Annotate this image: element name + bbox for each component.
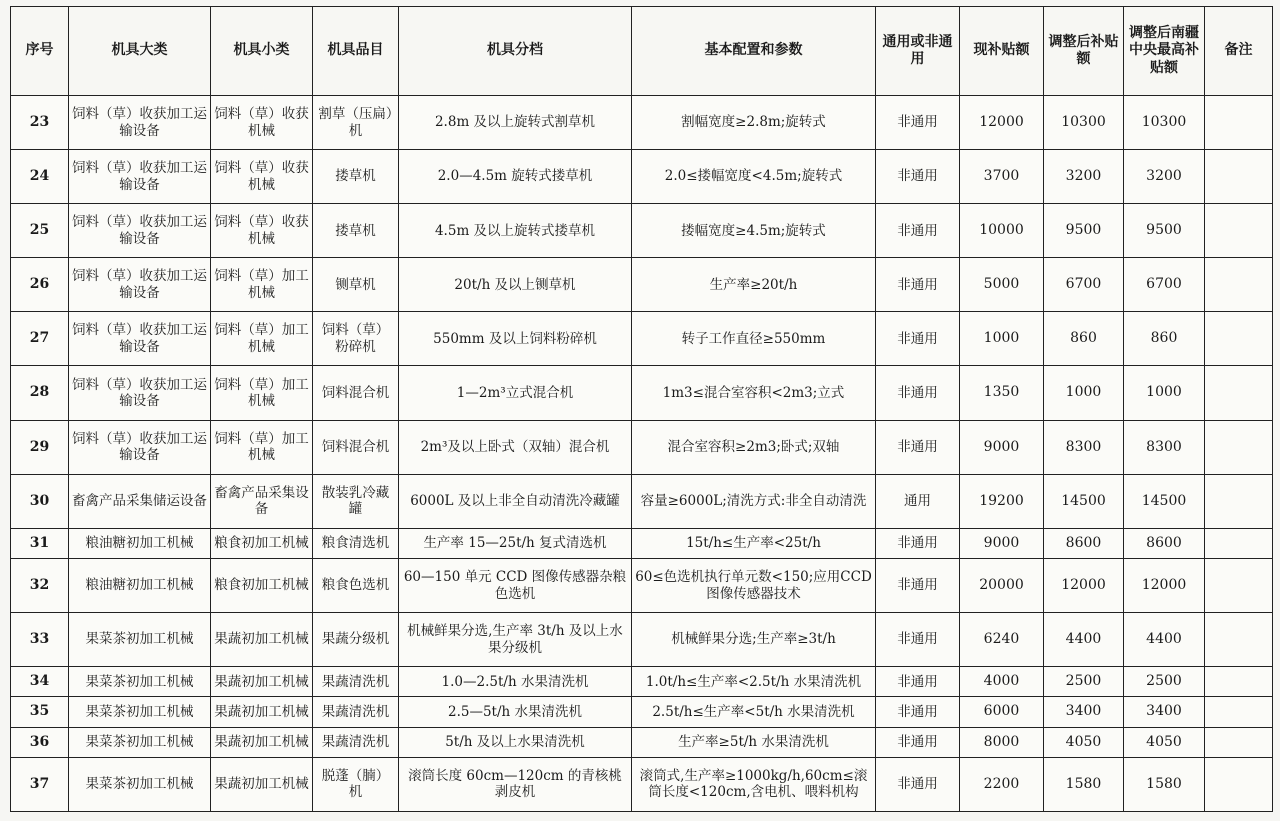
cell-adjusted: 8600 (1044, 528, 1124, 558)
cell-general: 非通用 (876, 613, 960, 667)
cell-adjusted: 6700 (1044, 258, 1124, 312)
cell-minor: 畜禽产品采集设备 (211, 474, 313, 528)
cell-south: 9500 (1124, 204, 1205, 258)
table-row (11, 312, 1273, 366)
cell-config: 混合室容积≥2m3;卧式;双轴 (632, 420, 876, 474)
cell-minor: 果蔬初加工机械 (211, 697, 313, 727)
cell-item: 铡草机 (313, 258, 399, 312)
table-body (11, 96, 1273, 812)
cell-config: 滚筒式,生产率≥1000kg/h,60cm≤滚筒长度<120cm,含电机、喂料机构 (632, 757, 876, 811)
cell-seq: 29 (11, 420, 69, 474)
cell-tier: 20t/h 及以上铡草机 (399, 258, 632, 312)
cell-current: 10000 (960, 204, 1044, 258)
table-row (11, 204, 1273, 258)
table-row (11, 366, 1273, 420)
cell-adjusted: 9500 (1044, 204, 1124, 258)
cell-current: 6240 (960, 613, 1044, 667)
header-config: 基本配置和参数 (632, 7, 876, 96)
cell-note (1205, 366, 1273, 420)
cell-minor: 果蔬初加工机械 (211, 757, 313, 811)
cell-current: 1350 (960, 366, 1044, 420)
cell-major: 畜禽产品采集储运设备 (69, 474, 211, 528)
cell-note (1205, 727, 1273, 757)
cell-seq: 32 (11, 558, 69, 612)
table-row (11, 558, 1273, 612)
cell-tier: 机械鲜果分选,生产率 3t/h 及以上水果分级机 (399, 613, 632, 667)
cell-seq: 33 (11, 613, 69, 667)
cell-config: 搂幅宽度≥4.5m;旋转式 (632, 204, 876, 258)
cell-tier: 1—2m³立式混合机 (399, 366, 632, 420)
cell-item: 饲料混合机 (313, 366, 399, 420)
cell-south: 2500 (1124, 667, 1205, 697)
cell-current: 12000 (960, 96, 1044, 150)
cell-minor: 粮食初加工机械 (211, 558, 313, 612)
cell-tier: 2.5—5t/h 水果清洗机 (399, 697, 632, 727)
cell-adjusted: 860 (1044, 312, 1124, 366)
cell-major: 果菜茶初加工机械 (69, 727, 211, 757)
cell-current: 8000 (960, 727, 1044, 757)
cell-note (1205, 420, 1273, 474)
cell-config: 生产率≥20t/h (632, 258, 876, 312)
cell-note (1205, 204, 1273, 258)
cell-item: 果蔬清洗机 (313, 667, 399, 697)
cell-config: 1m3≤混合室容积<2m3;立式 (632, 366, 876, 420)
cell-major: 饲料（草）收获加工运输设备 (69, 204, 211, 258)
cell-item: 搂草机 (313, 204, 399, 258)
table-row (11, 96, 1273, 150)
cell-seq: 25 (11, 204, 69, 258)
cell-note (1205, 528, 1273, 558)
header-current-subsidy: 现补贴额 (960, 7, 1044, 96)
cell-adjusted: 4400 (1044, 613, 1124, 667)
cell-general: 非通用 (876, 312, 960, 366)
cell-tier: 生产率 15—25t/h 复式清选机 (399, 528, 632, 558)
cell-current: 19200 (960, 474, 1044, 528)
cell-tier: 滚筒长度 60cm—120cm 的青核桃剥皮机 (399, 757, 632, 811)
cell-general: 通用 (876, 474, 960, 528)
cell-item: 粮食色选机 (313, 558, 399, 612)
table-row (11, 528, 1273, 558)
cell-item: 粮食清选机 (313, 528, 399, 558)
cell-seq: 30 (11, 474, 69, 528)
cell-south: 4400 (1124, 613, 1205, 667)
cell-minor: 饲料（草）收获机械 (211, 150, 313, 204)
cell-current: 5000 (960, 258, 1044, 312)
cell-item: 割草（压扁）机 (313, 96, 399, 150)
cell-seq: 23 (11, 96, 69, 150)
header-major-category: 机具大类 (69, 7, 211, 96)
cell-note (1205, 757, 1273, 811)
cell-general: 非通用 (876, 667, 960, 697)
cell-general: 非通用 (876, 757, 960, 811)
cell-major: 饲料（草）收获加工运输设备 (69, 96, 211, 150)
cell-seq: 34 (11, 667, 69, 697)
cell-general: 非通用 (876, 258, 960, 312)
table-row (11, 757, 1273, 811)
header-item: 机具品目 (313, 7, 399, 96)
cell-general: 非通用 (876, 420, 960, 474)
cell-item: 果蔬清洗机 (313, 697, 399, 727)
cell-major: 饲料（草）收获加工运输设备 (69, 312, 211, 366)
table-row (11, 613, 1273, 667)
cell-note (1205, 150, 1273, 204)
cell-general: 非通用 (876, 96, 960, 150)
cell-major: 果菜茶初加工机械 (69, 757, 211, 811)
cell-general: 非通用 (876, 366, 960, 420)
cell-item: 饲料（草）粉碎机 (313, 312, 399, 366)
cell-general: 非通用 (876, 727, 960, 757)
cell-general: 非通用 (876, 528, 960, 558)
cell-south: 1000 (1124, 366, 1205, 420)
cell-adjusted: 10300 (1044, 96, 1124, 150)
cell-seq: 26 (11, 258, 69, 312)
cell-current: 4000 (960, 667, 1044, 697)
cell-major: 果菜茶初加工机械 (69, 613, 211, 667)
cell-south: 3400 (1124, 697, 1205, 727)
table-row (11, 258, 1273, 312)
table-row (11, 727, 1273, 757)
cell-current: 9000 (960, 528, 1044, 558)
cell-config: 割幅宽度≥2.8m;旋转式 (632, 96, 876, 150)
cell-config: 1.0t/h≤生产率<2.5t/h 水果清洗机 (632, 667, 876, 697)
cell-note (1205, 613, 1273, 667)
cell-item: 果蔬分级机 (313, 613, 399, 667)
table-row (11, 697, 1273, 727)
cell-minor: 饲料（草）加工机械 (211, 366, 313, 420)
cell-minor: 饲料（草）加工机械 (211, 312, 313, 366)
cell-tier: 550mm 及以上饲料粉碎机 (399, 312, 632, 366)
header-seq: 序号 (11, 7, 69, 96)
cell-tier: 2.0—4.5m 旋转式搂草机 (399, 150, 632, 204)
cell-adjusted: 14500 (1044, 474, 1124, 528)
cell-south: 8300 (1124, 420, 1205, 474)
cell-general: 非通用 (876, 204, 960, 258)
cell-note (1205, 558, 1273, 612)
cell-south: 10300 (1124, 96, 1205, 150)
cell-seq: 35 (11, 697, 69, 727)
cell-current: 20000 (960, 558, 1044, 612)
cell-major: 饲料（草）收获加工运输设备 (69, 420, 211, 474)
header-south-max-subsidy: 调整后南疆中央最高补贴额 (1124, 7, 1205, 96)
subsidy-table-sheet (10, 6, 1272, 812)
cell-config: 转子工作直径≥550mm (632, 312, 876, 366)
cell-general: 非通用 (876, 697, 960, 727)
table-row (11, 474, 1273, 528)
cell-adjusted: 3200 (1044, 150, 1124, 204)
cell-major: 饲料（草）收获加工运输设备 (69, 258, 211, 312)
cell-item: 搂草机 (313, 150, 399, 204)
cell-major: 果菜茶初加工机械 (69, 667, 211, 697)
cell-seq: 36 (11, 727, 69, 757)
cell-seq: 31 (11, 528, 69, 558)
cell-seq: 27 (11, 312, 69, 366)
cell-note (1205, 697, 1273, 727)
cell-south: 14500 (1124, 474, 1205, 528)
cell-tier: 6000L 及以上非全自动清洗冷藏罐 (399, 474, 632, 528)
cell-general: 非通用 (876, 558, 960, 612)
cell-note (1205, 474, 1273, 528)
cell-note (1205, 258, 1273, 312)
cell-south: 8600 (1124, 528, 1205, 558)
cell-minor: 饲料（草）收获机械 (211, 96, 313, 150)
cell-minor: 果蔬初加工机械 (211, 727, 313, 757)
cell-config: 2.0≤搂幅宽度<4.5m;旋转式 (632, 150, 876, 204)
cell-general: 非通用 (876, 150, 960, 204)
cell-adjusted: 8300 (1044, 420, 1124, 474)
cell-minor: 饲料（草）加工机械 (211, 420, 313, 474)
header-adjusted-subsidy: 调整后补贴额 (1044, 7, 1124, 96)
cell-south: 1580 (1124, 757, 1205, 811)
cell-current: 6000 (960, 697, 1044, 727)
cell-note (1205, 667, 1273, 697)
cell-minor: 饲料（草）收获机械 (211, 204, 313, 258)
cell-south: 12000 (1124, 558, 1205, 612)
header-general: 通用或非通用 (876, 7, 960, 96)
table-row (11, 667, 1273, 697)
header-tier: 机具分档 (399, 7, 632, 96)
cell-tier: 2.8m 及以上旋转式割草机 (399, 96, 632, 150)
cell-seq: 24 (11, 150, 69, 204)
cell-minor: 饲料（草）加工机械 (211, 258, 313, 312)
cell-config: 15t/h≤生产率<25t/h (632, 528, 876, 558)
cell-south: 860 (1124, 312, 1205, 366)
cell-config: 生产率≥5t/h 水果清洗机 (632, 727, 876, 757)
cell-tier: 1.0—2.5t/h 水果清洗机 (399, 667, 632, 697)
cell-current: 1000 (960, 312, 1044, 366)
cell-major: 粮油糖初加工机械 (69, 558, 211, 612)
header-minor-category: 机具小类 (211, 7, 313, 96)
cell-seq: 28 (11, 366, 69, 420)
cell-current: 9000 (960, 420, 1044, 474)
cell-tier: 2m³及以上卧式（双轴）混合机 (399, 420, 632, 474)
cell-minor: 粮食初加工机械 (211, 528, 313, 558)
cell-current: 2200 (960, 757, 1044, 811)
cell-south: 3200 (1124, 150, 1205, 204)
cell-major: 饲料（草）收获加工运输设备 (69, 150, 211, 204)
header-row (11, 7, 1273, 96)
cell-item: 散装乳冷藏罐 (313, 474, 399, 528)
subsidy-table (10, 6, 1273, 812)
cell-config: 2.5t/h≤生产率<5t/h 水果清洗机 (632, 697, 876, 727)
cell-adjusted: 1580 (1044, 757, 1124, 811)
cell-current: 3700 (960, 150, 1044, 204)
cell-adjusted: 2500 (1044, 667, 1124, 697)
cell-item: 饲料混合机 (313, 420, 399, 474)
table-row (11, 150, 1273, 204)
cell-seq: 37 (11, 757, 69, 811)
cell-item: 脱蓬（腩）机 (313, 757, 399, 811)
cell-adjusted: 1000 (1044, 366, 1124, 420)
cell-major: 果菜茶初加工机械 (69, 697, 211, 727)
cell-south: 4050 (1124, 727, 1205, 757)
cell-tier: 4.5m 及以上旋转式搂草机 (399, 204, 632, 258)
cell-item: 果蔬清洗机 (313, 727, 399, 757)
cell-adjusted: 3400 (1044, 697, 1124, 727)
cell-major: 饲料（草）收获加工运输设备 (69, 366, 211, 420)
cell-note (1205, 312, 1273, 366)
cell-note (1205, 96, 1273, 150)
cell-minor: 果蔬初加工机械 (211, 667, 313, 697)
cell-minor: 果蔬初加工机械 (211, 613, 313, 667)
cell-tier: 5t/h 及以上水果清洗机 (399, 727, 632, 757)
table-row (11, 420, 1273, 474)
cell-major: 粮油糖初加工机械 (69, 528, 211, 558)
cell-adjusted: 12000 (1044, 558, 1124, 612)
cell-config: 机械鲜果分选;生产率≥3t/h (632, 613, 876, 667)
cell-config: 60≤色选机执行单元数<150;应用CCD 图像传感器技术 (632, 558, 876, 612)
header-note: 备注 (1205, 7, 1273, 96)
cell-config: 容量≥6000L;清洗方式:非全自动清洗 (632, 474, 876, 528)
cell-adjusted: 4050 (1044, 727, 1124, 757)
cell-south: 6700 (1124, 258, 1205, 312)
cell-tier: 60—150 单元 CCD 图像传感器杂粮色选机 (399, 558, 632, 612)
